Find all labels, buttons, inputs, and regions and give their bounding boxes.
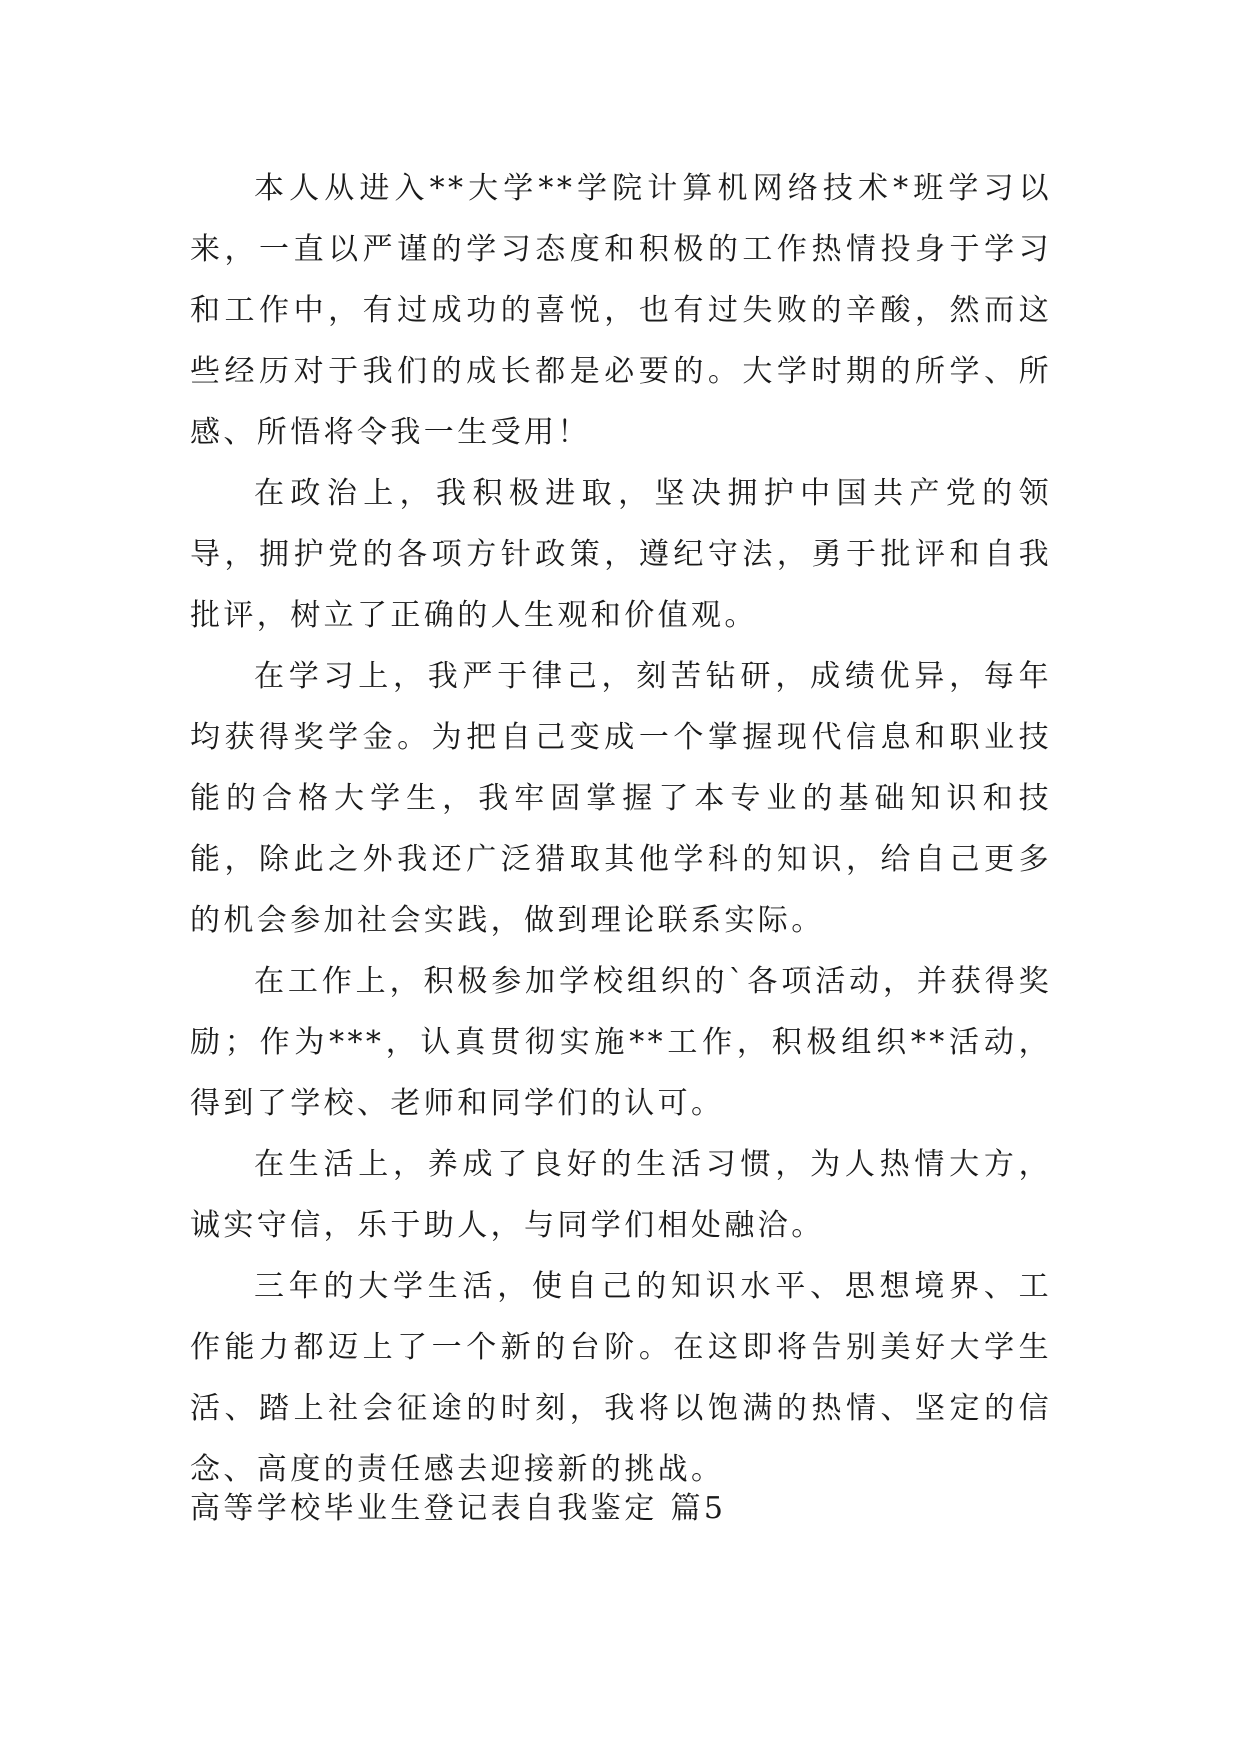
section-heading: 高等学校毕业生登记表自我鉴定 篇5 — [190, 1491, 727, 1526]
paragraph-study: 在学习上，我严于律己，刻苦钻研，成绩优异，每年均获得奖学金。为把自己变成一个掌握现代信息和职业技能的合格大学生，我牢固掌握了本专业的基础知识和技能，除此之外我还广泛猎取其他学科的知识，给自己更多的机会参加社会实践，做到理论联系实际。 — [190, 659, 1052, 938]
paragraph-intro: 本人从进入**大学**学院计算机网络技术*班学习以来，一直以严谨的学习态度和积极的工作热情投身于学习和工作中，有过成功的喜悦，也有过失败的辛酸，然而这些经历对于我们的成长都是必要的。大学时期的所学、所感、所悟将令我一生受用！ — [190, 171, 1052, 450]
paragraph-life: 在生活上，养成了良好的生活习惯，为人热情大方，诚实守信，乐于助人，与同学们相处融洽。 — [190, 1147, 1052, 1243]
paragraph-politics: 在政治上，我积极进取，坚决拥护中国共产党的领导，拥护党的各项方针政策，遵纪守法，勇于批评和自我批评，树立了正确的人生观和价值观。 — [190, 476, 1052, 633]
paragraph-summary: 三年的大学生活，使自己的知识水平、思想境界、工作能力都迈上了一个新的台阶。在这即将告别美好大学生活、踏上社会征途的时刻，我将以饱满的热情、坚定的信念、高度的责任感去迎接新的挑战。 — [190, 1269, 1052, 1487]
document-body — [190, 158, 1052, 1500]
paragraph-work: 在工作上，积极参加学校组织的`各项活动，并获得奖励；作为***，认真贯彻实施**工作，积极组织**活动，得到了学校、老师和同学们的认可。 — [190, 964, 1052, 1121]
